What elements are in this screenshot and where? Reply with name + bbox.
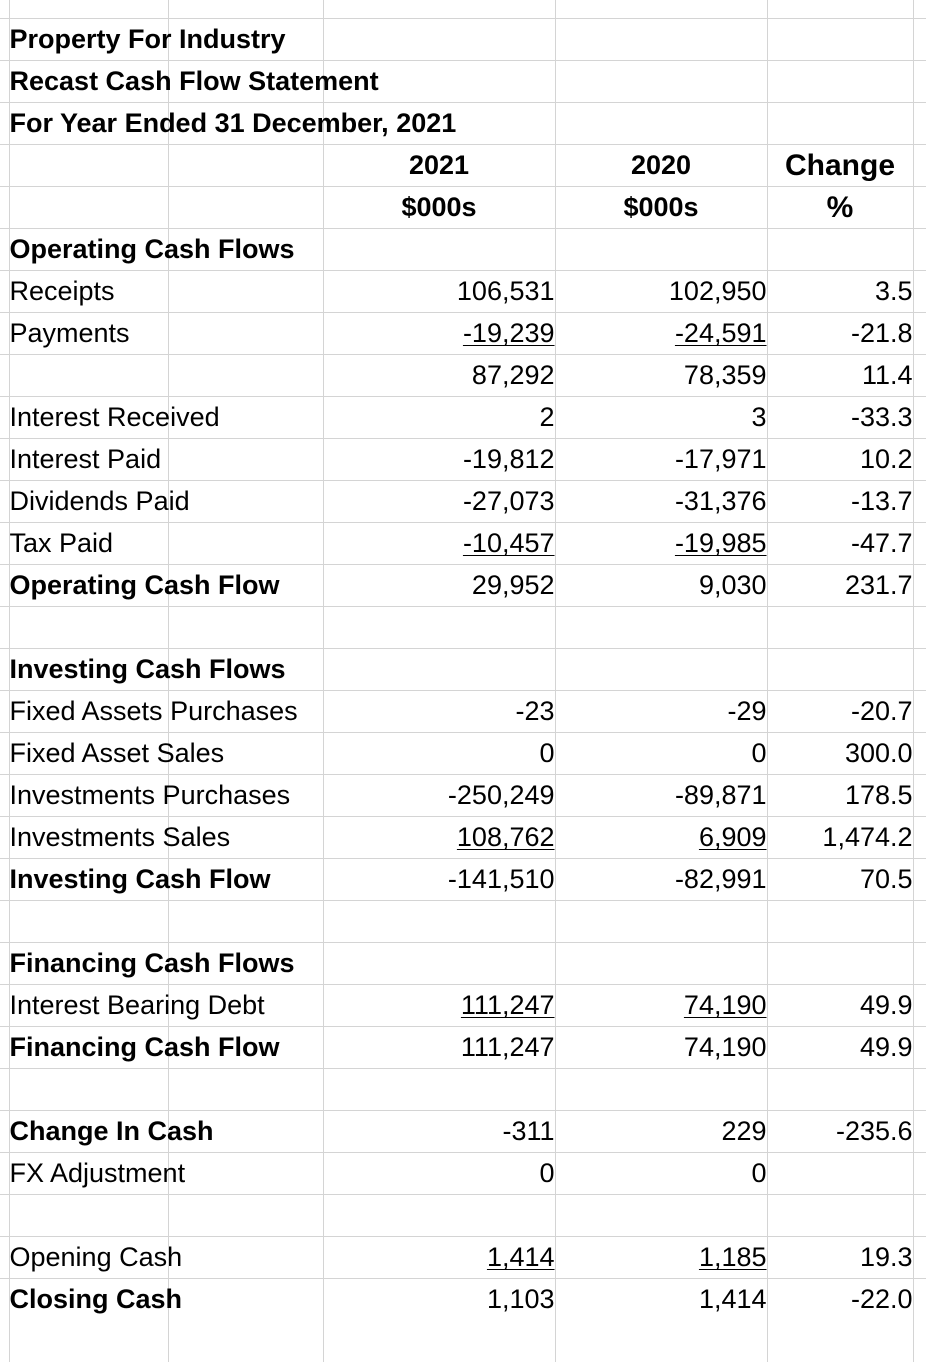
period-title[interactable]: For Year Ended 31 December, 2021 bbox=[9, 103, 555, 145]
statement-title[interactable]: Recast Cash Flow Statement bbox=[9, 61, 555, 103]
value-change[interactable]: 49.9 bbox=[767, 985, 913, 1027]
row-label[interactable]: Financing Cash Flow bbox=[9, 1027, 323, 1069]
value-2020[interactable]: -17,971 bbox=[555, 439, 767, 481]
header-row bbox=[0, 145, 926, 187]
cash-flow-table bbox=[0, 18, 926, 1321]
total-row bbox=[0, 859, 926, 901]
row-label[interactable]: Interest Received bbox=[9, 397, 323, 439]
row-label[interactable]: Payments bbox=[9, 313, 323, 355]
value-2020[interactable]: 78,359 bbox=[555, 355, 767, 397]
value-2020[interactable]: 74,190 bbox=[555, 1027, 767, 1069]
value-change[interactable]: 178.5 bbox=[767, 775, 913, 817]
row-label[interactable]: Dividends Paid bbox=[9, 481, 323, 523]
value-change[interactable]: -21.8 bbox=[767, 313, 913, 355]
table-row bbox=[0, 439, 926, 481]
value-change[interactable] bbox=[767, 1153, 913, 1195]
value-2020[interactable]: 6,909 bbox=[555, 817, 767, 859]
total-row bbox=[0, 1027, 926, 1069]
header-change[interactable]: Change bbox=[767, 145, 913, 187]
table-row bbox=[0, 481, 926, 523]
unit-2020[interactable]: $000s bbox=[555, 187, 767, 229]
value-change[interactable]: -22.0 bbox=[767, 1279, 913, 1321]
value-2021[interactable]: 108,762 bbox=[323, 817, 555, 859]
table-row bbox=[0, 1153, 926, 1195]
value-change[interactable]: 19.3 bbox=[767, 1237, 913, 1279]
value-change[interactable]: 231.7 bbox=[767, 565, 913, 607]
row-label[interactable]: Closing Cash bbox=[9, 1279, 323, 1321]
value-2020[interactable]: 0 bbox=[555, 1153, 767, 1195]
empty-row bbox=[0, 1069, 926, 1111]
value-2020[interactable]: -24,591 bbox=[555, 313, 767, 355]
value-2020[interactable]: 9,030 bbox=[555, 565, 767, 607]
value-2020[interactable]: -19,985 bbox=[555, 523, 767, 565]
table-row bbox=[0, 985, 926, 1027]
value-2020[interactable]: -82,991 bbox=[555, 859, 767, 901]
row-label[interactable]: Investments Sales bbox=[9, 817, 323, 859]
total-row bbox=[0, 1111, 926, 1153]
operating-heading[interactable]: Operating Cash Flows bbox=[9, 229, 323, 271]
value-2021[interactable]: 1,103 bbox=[323, 1279, 555, 1321]
value-2020[interactable]: -89,871 bbox=[555, 775, 767, 817]
title-row bbox=[0, 19, 926, 61]
company-name[interactable]: Property For Industry bbox=[9, 19, 555, 61]
value-2020[interactable]: 229 bbox=[555, 1111, 767, 1153]
value-2020[interactable]: 0 bbox=[555, 733, 767, 775]
value-change[interactable]: -33.3 bbox=[767, 397, 913, 439]
row-label[interactable]: Receipts bbox=[9, 271, 323, 313]
unit-2021[interactable]: $000s bbox=[323, 187, 555, 229]
table-row bbox=[0, 271, 926, 313]
value-2021[interactable]: -250,249 bbox=[323, 775, 555, 817]
value-change[interactable]: -20.7 bbox=[767, 691, 913, 733]
value-2020[interactable]: -31,376 bbox=[555, 481, 767, 523]
row-label[interactable]: Tax Paid bbox=[9, 523, 323, 565]
empty-row bbox=[0, 901, 926, 943]
value-2021[interactable]: 111,247 bbox=[323, 985, 555, 1027]
row-label[interactable]: Investing Cash Flow bbox=[9, 859, 323, 901]
value-2021[interactable]: -141,510 bbox=[323, 859, 555, 901]
unit-change[interactable]: % bbox=[767, 187, 913, 229]
table-row bbox=[0, 523, 926, 565]
section-heading-row bbox=[0, 229, 926, 271]
row-label[interactable]: FX Adjustment bbox=[9, 1153, 323, 1195]
row-label[interactable]: Interest Bearing Debt bbox=[9, 985, 323, 1027]
row-label[interactable]: Fixed Assets Purchases bbox=[9, 691, 323, 733]
value-change[interactable]: 10.2 bbox=[767, 439, 913, 481]
total-row bbox=[0, 1279, 926, 1321]
value-2021[interactable]: -10,457 bbox=[323, 523, 555, 565]
value-2021[interactable]: 2 bbox=[323, 397, 555, 439]
table-row bbox=[0, 775, 926, 817]
empty-row bbox=[0, 607, 926, 649]
value-change[interactable]: 1,474.2 bbox=[767, 817, 913, 859]
empty-row bbox=[0, 1195, 926, 1237]
value-change[interactable]: 3.5 bbox=[767, 271, 913, 313]
table-row bbox=[0, 355, 926, 397]
row-label[interactable]: Fixed Asset Sales bbox=[9, 733, 323, 775]
value-2021[interactable]: 0 bbox=[323, 733, 555, 775]
value-change[interactable]: -13.7 bbox=[767, 481, 913, 523]
total-row bbox=[0, 565, 926, 607]
value-change[interactable]: 70.5 bbox=[767, 859, 913, 901]
value-2021[interactable]: 0 bbox=[323, 1153, 555, 1195]
value-2021[interactable]: 111,247 bbox=[323, 1027, 555, 1069]
value-2021[interactable]: -311 bbox=[323, 1111, 555, 1153]
table-row bbox=[0, 817, 926, 859]
value-change[interactable]: 49.9 bbox=[767, 1027, 913, 1069]
title-row bbox=[0, 61, 926, 103]
table-row bbox=[0, 733, 926, 775]
table-row bbox=[0, 691, 926, 733]
value-change[interactable]: 300.0 bbox=[767, 733, 913, 775]
table-row bbox=[0, 313, 926, 355]
value-change[interactable]: 11.4 bbox=[767, 355, 913, 397]
row-label[interactable]: Investments Purchases bbox=[9, 775, 323, 817]
row-label[interactable]: Interest Paid bbox=[9, 439, 323, 481]
table-row bbox=[0, 397, 926, 439]
value-2020[interactable]: 102,950 bbox=[555, 271, 767, 313]
row-label[interactable]: Change In Cash bbox=[9, 1111, 323, 1153]
section-heading-row bbox=[0, 943, 926, 985]
value-2021[interactable]: -19,239 bbox=[323, 313, 555, 355]
value-change[interactable]: -47.7 bbox=[767, 523, 913, 565]
value-2020[interactable]: 3 bbox=[555, 397, 767, 439]
value-2020[interactable]: 1,414 bbox=[555, 1279, 767, 1321]
value-2020[interactable]: -29 bbox=[555, 691, 767, 733]
row-label[interactable]: Operating Cash Flow bbox=[9, 565, 323, 607]
investing-heading[interactable]: Investing Cash Flows bbox=[9, 649, 323, 691]
value-2021[interactable]: -23 bbox=[323, 691, 555, 733]
value-2021[interactable]: 87,292 bbox=[323, 355, 555, 397]
section-heading-row bbox=[0, 649, 926, 691]
financing-heading[interactable]: Financing Cash Flows bbox=[9, 943, 323, 985]
value-2021[interactable]: 29,952 bbox=[323, 565, 555, 607]
value-2021[interactable]: -27,073 bbox=[323, 481, 555, 523]
header-row bbox=[0, 187, 926, 229]
value-2021[interactable]: 106,531 bbox=[323, 271, 555, 313]
value-change[interactable]: -235.6 bbox=[767, 1111, 913, 1153]
title-row bbox=[0, 103, 926, 145]
row-label[interactable]: Opening Cash bbox=[9, 1237, 323, 1279]
table-row bbox=[0, 1237, 926, 1279]
value-2021[interactable]: -19,812 bbox=[323, 439, 555, 481]
value-2021[interactable]: 1,414 bbox=[323, 1237, 555, 1279]
value-2020[interactable]: 74,190 bbox=[555, 985, 767, 1027]
header-2020[interactable]: 2020 bbox=[555, 145, 767, 187]
header-2021[interactable]: 2021 bbox=[323, 145, 555, 187]
value-2020[interactable]: 1,185 bbox=[555, 1237, 767, 1279]
